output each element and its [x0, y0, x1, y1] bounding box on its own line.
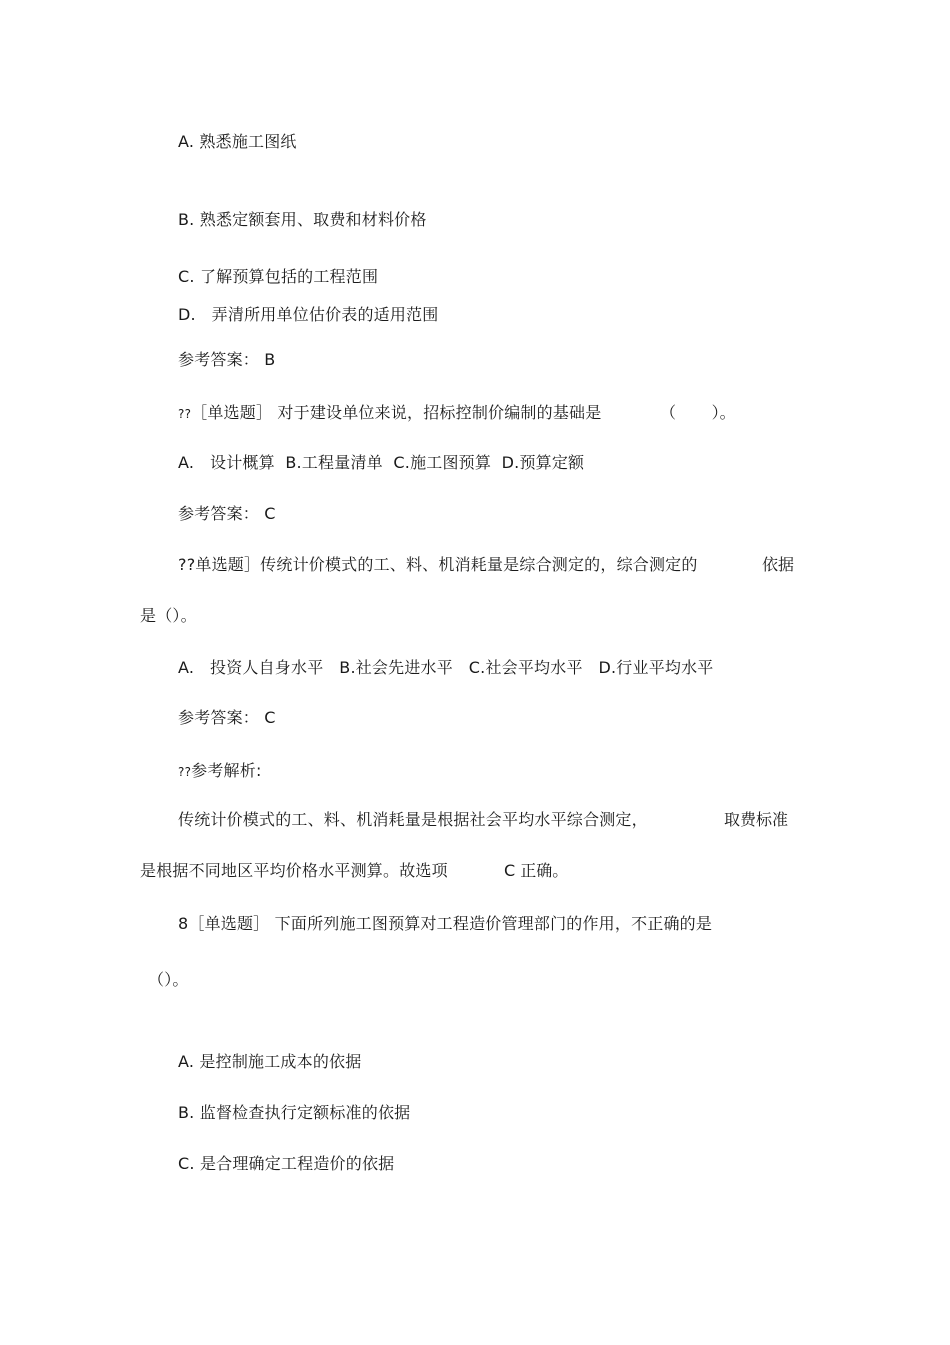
- answer: 参考答案： B: [178, 350, 276, 369]
- question-stem-cont: （）。: [148, 970, 189, 989]
- option-c: C. 是合理确定工程造价的依据: [178, 1154, 395, 1173]
- analysis-text: 传统计价模式的工、料、机消耗量是根据社会平均水平综合测定，: [178, 810, 648, 829]
- answer: 参考答案： C: [178, 708, 276, 727]
- question-stem-cont: 是（）。: [140, 606, 197, 625]
- option-a: A. 熟悉施工图纸: [178, 132, 297, 151]
- analysis-text-tail: 取费标准: [724, 810, 789, 829]
- question-stem-text: ［单选题］ 对于建设单位来说，招标控制价编制的基础是: [191, 403, 602, 422]
- option-d: D. 弄清所用单位估价表的适用范围: [178, 305, 439, 324]
- question-stem: 8［单选题］ 下面所列施工图预算对工程造价管理部门的作用，不正确的是: [178, 914, 713, 933]
- option-c: C. 了解预算包括的工程范围: [178, 267, 379, 286]
- question-marks: ??: [178, 407, 192, 421]
- analysis-label-text: 参考解析:: [191, 761, 262, 780]
- option-a: A. 是控制施工成本的依据: [178, 1052, 362, 1071]
- analysis-text-cont-tail: C 正确。: [504, 861, 569, 880]
- analysis-text-cont: 是根据不同地区平均价格水平测算。故选项: [140, 861, 448, 880]
- question-stem: ??单选题］传统计价模式的工、料、机消耗量是综合测定的，综合测定的: [178, 555, 698, 574]
- analysis-marks: ??: [178, 765, 192, 779]
- question-stem: [178, 402, 601, 425]
- option-b: B. 监督检查执行定额标准的依据: [178, 1103, 411, 1122]
- options-line: A. 设计概算 B.工程量清单 C.施工图预算 D.预算定额: [178, 453, 585, 472]
- question-stem-tail: 依据: [762, 555, 795, 574]
- options-line: A. 投资人自身水平 B.社会先进水平 C.社会平均水平 D.行业平均水平: [178, 658, 714, 677]
- answer: 参考答案： C: [178, 504, 276, 523]
- question-paren: （ ）。: [660, 403, 736, 422]
- option-b: B. 熟悉定额套用、取费和材料价格: [178, 210, 427, 229]
- analysis-label: [178, 760, 262, 783]
